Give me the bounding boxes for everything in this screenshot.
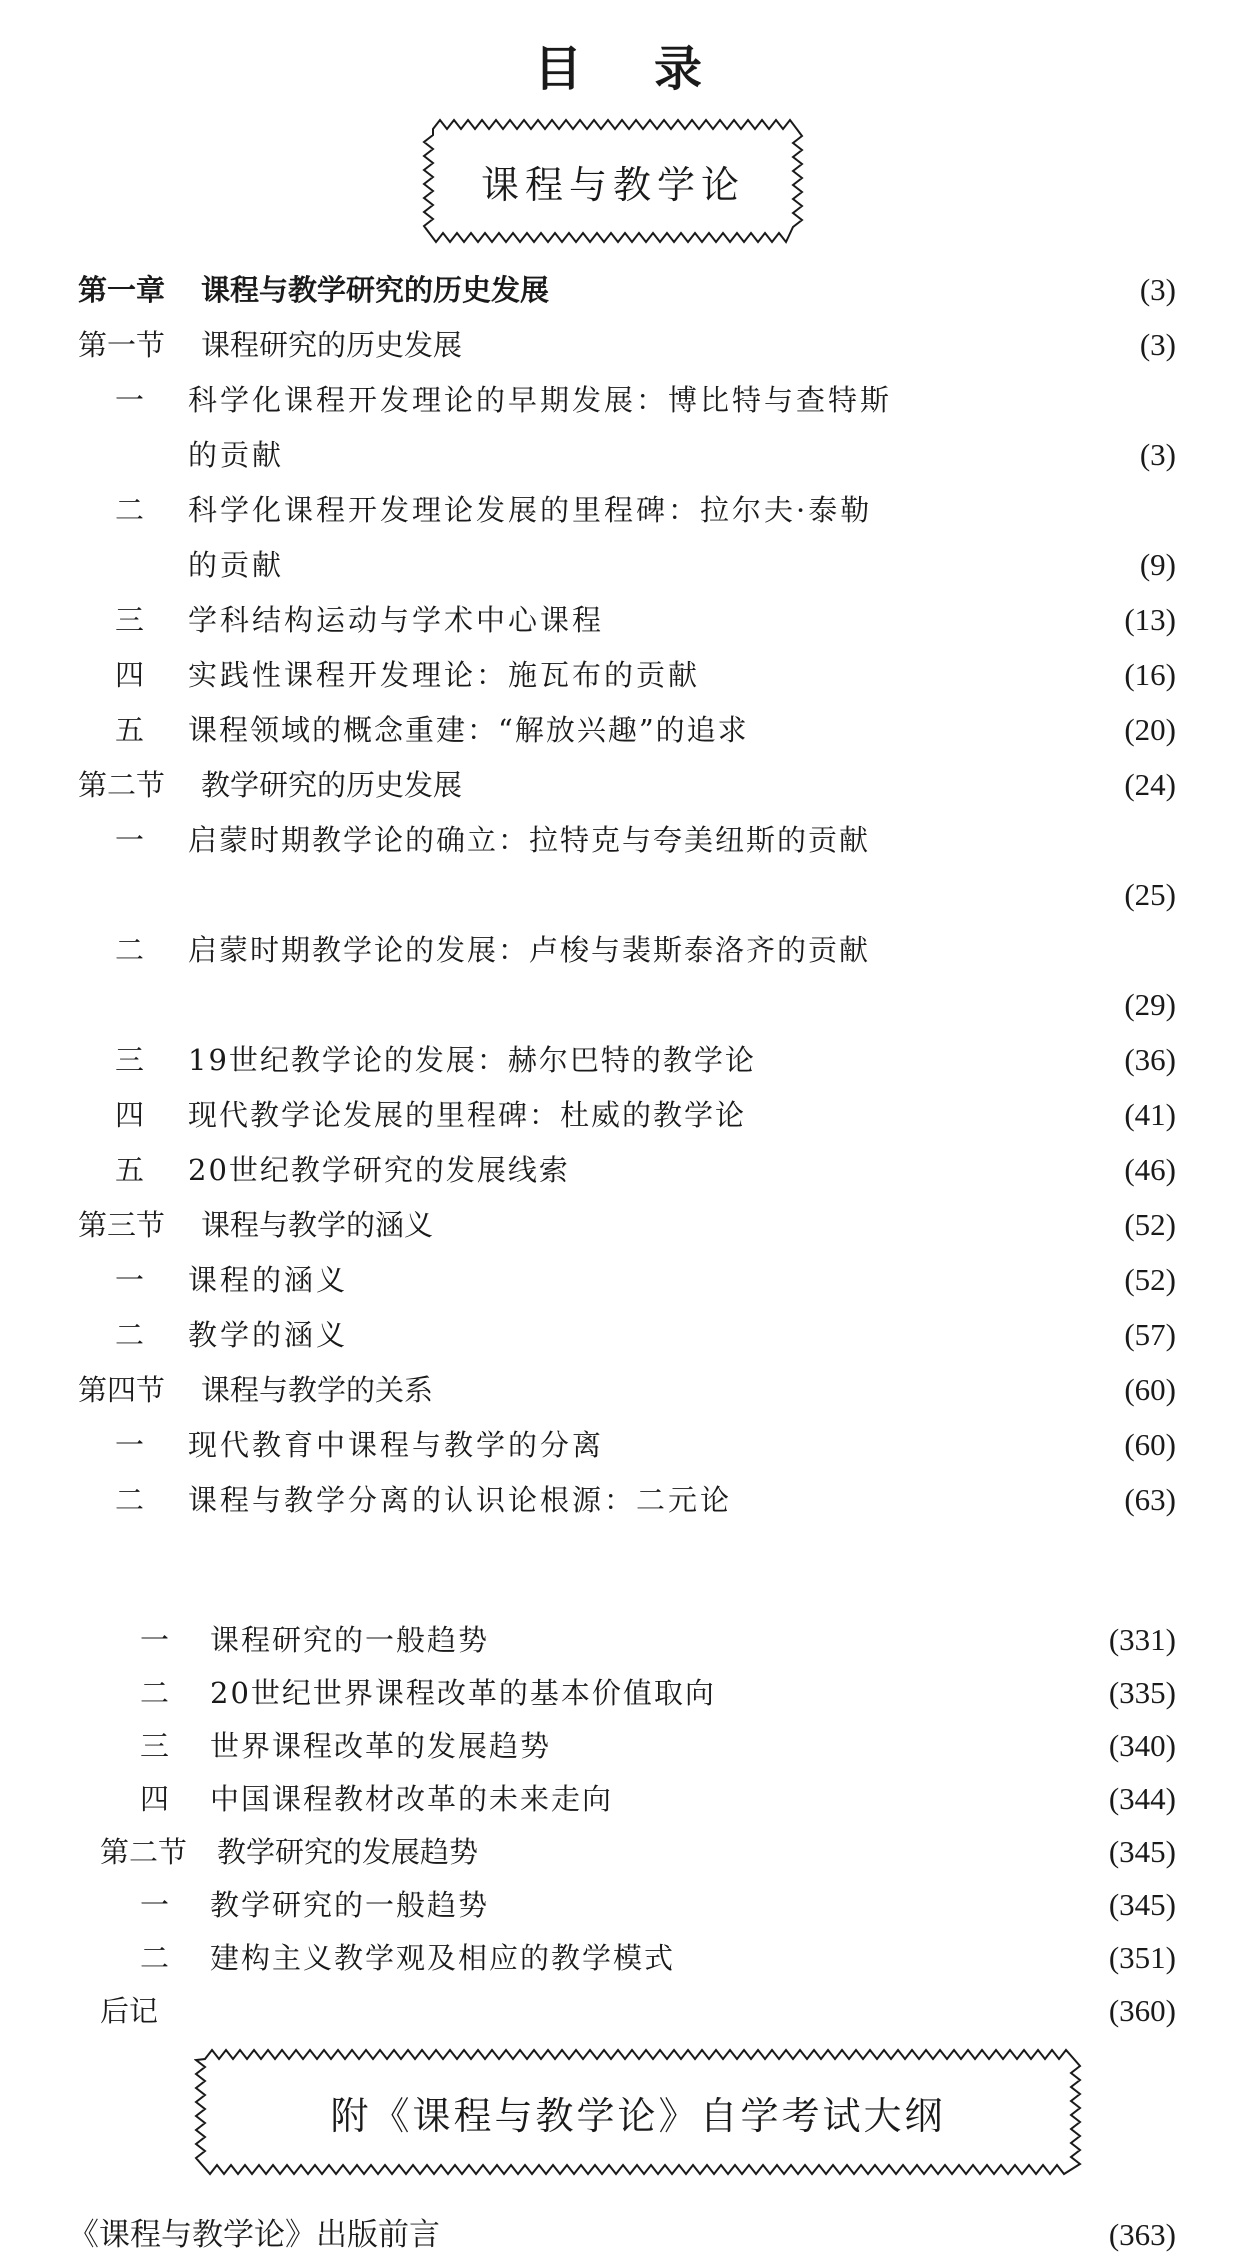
- dot-leader: [776, 1093, 1114, 1137]
- dot-leader: [499, 1883, 1099, 1927]
- toc-entry[interactable]: [140, 1724, 1176, 1768]
- entry-number: 三: [140, 1729, 170, 1763]
- toc-entry[interactable]: [115, 928, 870, 972]
- entry-title: 《课程与教学论》出版前言: [68, 2217, 440, 2253]
- entry-number: 二: [115, 1483, 145, 1517]
- toc-entry[interactable]: [115, 708, 1176, 752]
- dot-leader: [294, 433, 1130, 477]
- entry-number: 一: [140, 1623, 170, 1657]
- dot-leader: [730, 653, 1114, 697]
- entry-page: (360): [1108, 1993, 1176, 2028]
- toc-entry[interactable]: [140, 1883, 1176, 1927]
- entry-page: (3): [1139, 327, 1176, 362]
- entry-title: 课程研究的一般趋势: [210, 1623, 490, 1657]
- entry-title: 科学化课程开发理论发展的里程碑：拉尔夫·泰勒: [188, 493, 873, 527]
- entry-title: 学科结构运动与学术中心课程: [188, 603, 605, 637]
- dot-leader: [378, 1258, 1114, 1302]
- entry-number: 一: [115, 383, 145, 417]
- entry-title: 的贡献: [188, 548, 285, 582]
- entry-page: (363): [1108, 2217, 1176, 2252]
- entry-title: 课程与教学分离的认识论根源：二元论: [188, 1483, 733, 1517]
- dot-leader: [561, 1724, 1099, 1768]
- entry-number: 第二节: [100, 1835, 188, 1869]
- entry-number: 第三节: [78, 1208, 166, 1242]
- entry-title: 中国课程教材改革的未来走向: [210, 1782, 614, 1816]
- entry-number: 一: [140, 1888, 170, 1922]
- dot-leader: [559, 268, 1130, 312]
- dot-leader: [623, 1777, 1099, 1821]
- entry-number: 五: [115, 1153, 145, 1187]
- dot-leader: [759, 708, 1115, 752]
- entry-number: 四: [115, 658, 145, 692]
- entry-title: 教学研究的发展趋势: [217, 1835, 479, 1869]
- toc-entry[interactable]: [140, 1618, 1176, 1662]
- toc-entry-continuation[interactable]: [210, 983, 1176, 1027]
- toc-entry[interactable]: [115, 1093, 1176, 1137]
- dot-leader: [634, 1423, 1114, 1467]
- entry-title: 世界课程改革的发展趋势: [210, 1729, 552, 1763]
- toc-entry[interactable]: [115, 1258, 1176, 1302]
- dot-leader: [634, 598, 1114, 642]
- dot-leader: [685, 1936, 1099, 1980]
- dot-leader: [168, 1989, 1099, 2033]
- entry-page: (24): [1124, 767, 1176, 802]
- toc-entry-continuation[interactable]: [188, 433, 1176, 477]
- entry-title: 课程领域的概念重建：“解放兴趣”的追求: [188, 713, 749, 747]
- entry-number: 二: [115, 493, 145, 527]
- entry-page: (331): [1108, 1622, 1176, 1657]
- toc-entry[interactable]: [78, 763, 1176, 807]
- entry-number: 三: [115, 1043, 145, 1077]
- entry-page: (60): [1124, 1372, 1176, 1407]
- entry-number: 第四节: [78, 1373, 166, 1407]
- entry-number: 第一章: [78, 273, 166, 307]
- entry-page: (60): [1124, 1427, 1176, 1462]
- toc-entry[interactable]: [115, 1148, 1176, 1192]
- part-banner-title: 课程与教学论: [480, 162, 745, 207]
- entry-page: (57): [1124, 1317, 1176, 1352]
- toc-entry[interactable]: [140, 1777, 1176, 1821]
- entry-title: 现代教育中课程与教学的分离: [188, 1428, 605, 1462]
- dot-leader: [210, 873, 1114, 917]
- entry-title: 启蒙时期教学论的确立：拉特克与夸美纽斯的贡献: [188, 823, 871, 857]
- entry-page: (3): [1139, 437, 1176, 472]
- toc-entry[interactable]: [140, 1671, 1176, 1715]
- entry-page: (9): [1139, 547, 1176, 582]
- dot-leader: [786, 1038, 1114, 1082]
- entry-title: 20世纪教学研究的发展线索: [188, 1153, 570, 1187]
- entry-title: 实践性课程开发理论：施瓦布的贡献: [188, 658, 701, 692]
- entry-title: 课程与教学研究的历史发展: [201, 273, 550, 307]
- entry-page: (345): [1108, 1887, 1176, 1922]
- entry-page: (46): [1124, 1152, 1176, 1187]
- entry-page: (29): [1124, 987, 1176, 1022]
- entry-title: 教学的涵义: [188, 1318, 349, 1352]
- entry-page: (16): [1124, 657, 1176, 692]
- entry-number: 二: [140, 1676, 170, 1710]
- page-title: [0, 30, 1236, 99]
- dot-leader: [492, 763, 1114, 807]
- entry-number: 二: [115, 1318, 145, 1352]
- toc-entry[interactable]: [78, 1203, 1176, 1247]
- entry-title: 后记: [100, 1994, 159, 2028]
- toc-entry[interactable]: [100, 1989, 1176, 2033]
- entry-title: 现代教学论发展的里程碑：杜威的教学论: [188, 1098, 747, 1132]
- toc-entry[interactable]: [115, 818, 870, 862]
- toc-entry[interactable]: [68, 2213, 1176, 2257]
- toc-entry[interactable]: [115, 598, 1176, 642]
- dot-leader: [463, 1203, 1114, 1247]
- dot-leader: [762, 1478, 1114, 1522]
- dot-leader: [488, 1830, 1099, 1874]
- entry-page: (52): [1124, 1262, 1176, 1297]
- entry-page: (20): [1124, 712, 1176, 747]
- toc-entry[interactable]: [100, 1830, 1176, 1874]
- dot-leader: [463, 1368, 1114, 1412]
- part-banner: [422, 118, 804, 244]
- entry-title: 启蒙时期教学论的发展：卢梭与裴斯泰洛齐的贡献: [188, 933, 871, 967]
- entry-title: 建构主义教学观及相应的教学模式: [210, 1941, 676, 1975]
- entry-page: (25): [1124, 877, 1176, 912]
- entry-page: (52): [1124, 1207, 1176, 1242]
- entry-title: 教学研究的一般趋势: [210, 1888, 490, 1922]
- entry-number: 二: [140, 1941, 170, 1975]
- dot-leader: [600, 1148, 1114, 1192]
- toc-entry[interactable]: [78, 268, 1176, 312]
- toc-entry[interactable]: [115, 1313, 1176, 1357]
- entry-number: 一: [115, 1428, 145, 1462]
- dot-leader: [726, 1671, 1099, 1715]
- toc-entry[interactable]: [78, 1368, 1176, 1412]
- toc-entry[interactable]: [78, 323, 1176, 367]
- entry-number: 四: [115, 1098, 145, 1132]
- entry-number: 五: [115, 713, 145, 747]
- dot-leader: [294, 543, 1130, 587]
- entry-title: 19世纪教学论的发展：赫尔巴特的教学论: [188, 1043, 756, 1077]
- toc-entry[interactable]: [115, 1423, 1176, 1467]
- entry-page: (13): [1124, 602, 1176, 637]
- entry-number: 二: [115, 933, 145, 967]
- page-title-char-1: 目: [533, 41, 582, 97]
- entry-title: 课程与教学的涵义: [201, 1208, 434, 1242]
- dot-leader: [499, 1618, 1099, 1662]
- entry-page: (345): [1108, 1834, 1176, 1869]
- toc-entry[interactable]: [115, 378, 892, 422]
- entry-page: (3): [1139, 272, 1176, 307]
- entry-page: (41): [1124, 1097, 1176, 1132]
- entry-number: 四: [140, 1782, 170, 1816]
- dot-leader: [378, 1313, 1114, 1357]
- toc-entry-continuation[interactable]: [188, 543, 1176, 587]
- entry-page: (63): [1124, 1482, 1176, 1517]
- entry-title: 教学研究的历史发展: [201, 768, 463, 802]
- toc-entry[interactable]: [115, 1038, 1176, 1082]
- entry-title: 20世纪世界课程改革的基本价值取向: [210, 1676, 716, 1710]
- toc-entry[interactable]: [140, 1936, 1176, 1980]
- entry-page: (344): [1108, 1781, 1176, 1816]
- toc-entry[interactable]: [115, 1478, 1176, 1522]
- entry-title: 课程研究的历史发展: [201, 328, 463, 362]
- entry-number: 第一节: [78, 328, 166, 362]
- entry-number: 一: [115, 823, 145, 857]
- appendix-banner-title: 附《课程与教学论》自学考试大纲: [330, 2093, 946, 2138]
- appendix-banner: [194, 2048, 1082, 2176]
- entry-page: (340): [1108, 1728, 1176, 1763]
- entry-title: 课程的涵义: [188, 1263, 349, 1297]
- dot-leader: [210, 983, 1114, 1027]
- toc-entry-continuation[interactable]: [210, 873, 1176, 917]
- entry-page: (36): [1124, 1042, 1176, 1077]
- entry-page: (335): [1108, 1675, 1176, 1710]
- entry-title: 科学化课程开发理论的早期发展：博比特与查特斯: [188, 383, 893, 417]
- entry-number: 三: [115, 603, 145, 637]
- dot-leader: [472, 323, 1130, 367]
- entry-title: 的贡献: [188, 438, 285, 472]
- entry-page: (351): [1108, 1940, 1176, 1975]
- toc-entry[interactable]: [115, 653, 1176, 697]
- page-title-char-2: 录: [654, 41, 703, 97]
- toc-entry[interactable]: [115, 488, 872, 532]
- entry-title: 课程与教学的关系: [201, 1373, 434, 1407]
- dot-leader: [450, 2213, 1099, 2257]
- entry-number: 第二节: [78, 768, 166, 802]
- entry-number: 一: [115, 1263, 145, 1297]
